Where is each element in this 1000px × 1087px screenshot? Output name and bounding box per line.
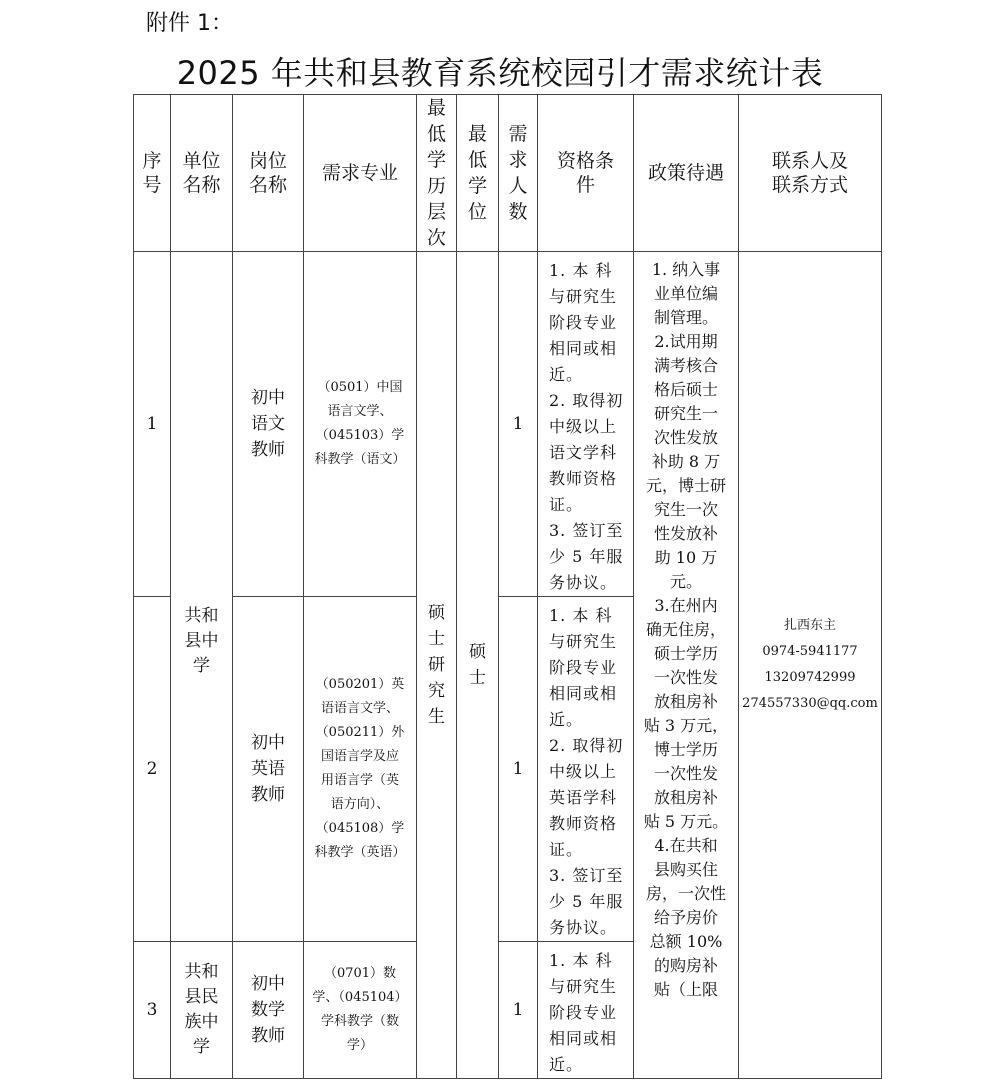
text-line: 近。: [549, 365, 584, 384]
text-line: 确无住房，: [645, 620, 726, 639]
text-line: 学: [193, 656, 210, 676]
text-line: 学、（045104）: [312, 990, 408, 1005]
text-line: （050201）英: [315, 677, 405, 692]
text-line: 阶段专业: [549, 1003, 618, 1022]
text-line: 一次性发: [653, 668, 718, 687]
text-line: 3. 签订至: [549, 866, 624, 885]
text-line: 阶段专业: [549, 658, 618, 677]
text-line: 与研究生: [549, 287, 618, 306]
text-line: 英语学科: [549, 788, 618, 807]
text-line: 语语言文学、: [320, 701, 399, 716]
degree-cell: [457, 252, 499, 1079]
col-header-contact: [739, 95, 882, 252]
text-line: 3.在州内: [654, 596, 718, 615]
text-line: 语文学科: [549, 443, 618, 462]
text-line: 数学: [251, 1000, 285, 1020]
text-line: 与研究生: [549, 632, 618, 651]
text-line: 研究生一: [653, 404, 718, 423]
text-line: 名称: [248, 174, 287, 196]
text-line: （050211）外: [315, 725, 405, 740]
text-line: 低: [426, 123, 446, 145]
text-line: 总额 10%: [649, 932, 723, 951]
text-line: 相同或相: [549, 684, 618, 703]
col-header-degree: [457, 95, 499, 252]
major-cell: [304, 597, 417, 942]
contact-cell: [739, 252, 882, 1079]
table-row: [134, 252, 882, 597]
qualification-cell: [538, 597, 634, 942]
text-line: 贴 5 万元。: [643, 812, 729, 831]
text-line: 件: [575, 174, 595, 196]
text-line: 性发放补: [653, 524, 718, 543]
row-seq: 2: [134, 597, 171, 942]
text-line: 学科教学（数: [320, 1014, 399, 1029]
text-line: 岗位: [248, 150, 287, 172]
text-line: 教师: [251, 440, 285, 460]
header-row: [134, 95, 882, 252]
text-line: 满考核合: [653, 356, 718, 375]
text-line: 阶段专业: [549, 313, 618, 332]
document-title: 2025 年共和县教育系统校园引才需求统计表: [176, 54, 824, 92]
text-line: 教师资格: [549, 469, 618, 488]
contact-name: 扎西东主: [783, 618, 836, 633]
row-seq: 1: [134, 252, 171, 597]
text-line: 业单位编: [653, 284, 718, 303]
text-line: 联系人及: [771, 150, 848, 172]
text-line: 1. 纳入事: [651, 260, 721, 279]
text-line: 初中: [251, 733, 285, 753]
contact-phone: 0974-5941177: [762, 644, 858, 659]
text-line: 层: [426, 201, 446, 223]
text-line: （045108）学: [315, 821, 405, 836]
text-line: 放租房补: [653, 788, 718, 807]
text-line: 硕: [428, 603, 445, 623]
text-line: 位: [467, 201, 487, 223]
text-line: 最: [467, 123, 487, 145]
text-line: 生: [428, 707, 445, 727]
col-header-qualification: [538, 95, 634, 252]
text-line: 相同或相: [549, 339, 618, 358]
text-line: 序: [142, 150, 162, 172]
col-header-policy: 政策待遇: [634, 95, 739, 252]
text-line: 共和: [184, 962, 219, 982]
unit-name-cell: [171, 942, 233, 1079]
qualification-cell: [538, 942, 634, 1079]
text-line: 人: [508, 175, 528, 197]
text-line: 3. 签订至: [549, 521, 624, 540]
text-line: 教师: [251, 1026, 285, 1046]
policy-cell: [634, 252, 739, 1079]
text-line: 士: [428, 629, 445, 649]
major-cell: [304, 252, 417, 597]
text-line: 教师: [251, 785, 285, 805]
text-line: 的购房补: [653, 956, 718, 975]
text-line: 数: [508, 201, 528, 223]
text-line: 中级以上: [549, 417, 618, 436]
text-line: 2. 取得初: [549, 736, 624, 755]
text-line: 一次性发: [653, 764, 718, 783]
text-line: 族中: [184, 1012, 219, 1032]
text-line: 国语言学及应: [320, 749, 399, 764]
col-header-count: [499, 95, 538, 252]
text-line: 初中: [251, 388, 285, 408]
text-line: 相同或相: [549, 1029, 618, 1048]
text-line: 1. 本 科: [549, 261, 613, 280]
text-line: 学: [467, 175, 487, 197]
recruitment-table: [133, 94, 882, 1079]
text-line: 需: [508, 123, 528, 145]
text-line: 1. 本 科: [549, 951, 613, 970]
count-cell: 1: [499, 597, 538, 942]
text-line: 科教学（语文）: [314, 452, 406, 467]
text-line: 联系方式: [771, 174, 848, 196]
text-line: 近。: [549, 1055, 584, 1074]
text-line: 县中: [184, 631, 219, 651]
text-line: 历: [426, 175, 446, 197]
text-line: 究: [428, 681, 445, 701]
text-line: 科教学（英语）: [314, 845, 406, 860]
text-line: 2. 取得初: [549, 391, 624, 410]
text-line: 证。: [549, 495, 584, 514]
text-line: （045103）学: [315, 428, 405, 443]
text-line: 次: [426, 227, 446, 249]
text-line: 贴（上限: [653, 980, 718, 999]
text-line: （0501）中国: [317, 380, 403, 395]
text-line: 学: [193, 1037, 210, 1057]
text-line: 共和: [184, 606, 219, 626]
text-line: 士: [469, 668, 486, 688]
col-header-major: 需求专业: [304, 95, 417, 252]
text-line: 元，博士研: [645, 476, 726, 495]
text-line: 次性发放: [653, 428, 718, 447]
text-line: 补助 8 万: [651, 452, 721, 471]
attachment-label: 附件 1：: [146, 11, 233, 36]
row-seq: 3: [134, 942, 171, 1079]
text-line: 语方向）、: [330, 797, 390, 812]
text-line: 放租房补: [653, 692, 718, 711]
text-line: 贴 3 万元，: [643, 716, 729, 735]
text-line: 最: [426, 97, 446, 119]
text-line: 资格条: [556, 150, 614, 172]
education-level-cell: [417, 252, 457, 1079]
count-cell: 1: [499, 942, 538, 1079]
text-line: 用语言学（英: [320, 773, 399, 788]
text-line: 博士学历: [653, 740, 718, 759]
text-line: 低: [467, 149, 487, 171]
post-name-cell: [233, 942, 304, 1079]
col-header-post: [233, 95, 304, 252]
col-header-education: [417, 95, 457, 252]
qualification-cell: [538, 252, 634, 597]
text-line: （0701）数: [323, 966, 397, 981]
text-line: 少 5 年服: [549, 892, 624, 911]
major-cell: [304, 942, 417, 1079]
post-name-cell: [233, 597, 304, 942]
text-line: 学）: [346, 1038, 373, 1053]
contact-email: 274557330@qq.com: [742, 696, 878, 711]
text-line: 英语: [251, 759, 285, 779]
post-name-cell: [233, 252, 304, 597]
text-line: 元。: [669, 572, 702, 591]
count-cell: 1: [499, 252, 538, 597]
text-line: 初中: [251, 974, 285, 994]
text-line: 硕: [469, 642, 486, 662]
text-line: 县民: [184, 987, 219, 1007]
text-line: 4.在共和: [654, 836, 718, 855]
text-line: 研: [428, 655, 445, 675]
text-line: 单位: [182, 150, 221, 172]
text-line: 格后硕士: [653, 380, 718, 399]
text-line: 2.试用期: [654, 332, 718, 351]
text-line: 硕士学历: [653, 644, 718, 663]
unit-name-cell: [171, 252, 233, 942]
text-line: 中级以上: [549, 762, 618, 781]
text-line: 语言文学、: [327, 404, 393, 419]
text-line: 房，一次性: [645, 884, 726, 903]
text-line: 务协议。: [549, 918, 618, 937]
text-line: 究生一次: [653, 500, 718, 519]
text-line: 制管理。: [653, 308, 718, 327]
text-line: 号: [142, 174, 162, 196]
text-line: 县购买住: [653, 860, 718, 879]
col-header-seq: [134, 95, 171, 252]
col-header-unit: [171, 95, 233, 252]
contact-mobile: 13209742999: [764, 670, 856, 685]
text-line: 求: [508, 149, 528, 171]
text-line: 1. 本 科: [549, 606, 613, 625]
text-line: 与研究生: [549, 977, 618, 996]
text-line: 务协议。: [549, 573, 618, 592]
text-line: 学: [426, 149, 446, 171]
text-line: 助 10 万: [654, 548, 718, 567]
text-line: 名称: [182, 174, 221, 196]
text-line: 证。: [549, 840, 584, 859]
text-line: 语文: [251, 414, 285, 434]
text-line: 少 5 年服: [549, 547, 624, 566]
text-line: 近。: [549, 710, 584, 729]
text-line: 教师资格: [549, 814, 618, 833]
text-line: 给予房价: [653, 908, 718, 927]
